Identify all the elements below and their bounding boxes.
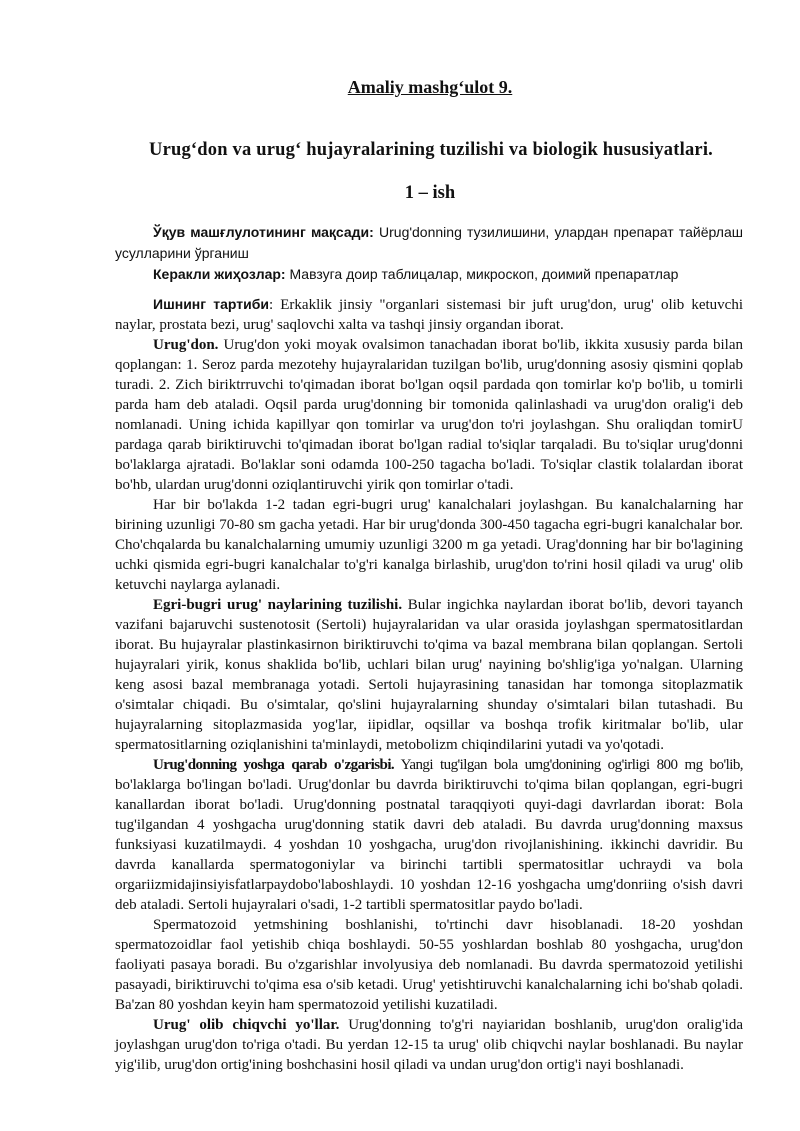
topic-heading: Urug‘don va urug‘ hujayralarining tuzilishi va biologik hususiyatlari. [149,140,713,160]
lesson-meta [115,222,743,285]
paragraph-tubules [115,595,743,755]
paragraph-lobules [115,495,743,595]
paragraph-urugdon [115,335,743,495]
ducts-text: Urug'donning to'g'ri nayiaridan boshlanib, urug'don oralig'ida joylashgan urug'don to'riga o'tadi. Bu yerdan 12-15 ta urug' olib chiqvchi naylar boshlanadi. Bu naylar yig'ilib, urug'don ortig'ining boshchasini hosil qiladi va undan urug'don ortig'i nayi boshlanadi. [115,1017,744,1073]
paragraph-age-changes [115,755,743,915]
tools-paragraph [115,264,743,285]
age-changes-text: bo'laklarga bo'lingan bo'ladi. Urug'donlar bu davrda biriktiruvchi to'qima bilan qoplangan, egri-bugri kanallardan iborat bo'ladi. Urug'donning postnatal taraqqiyoti quyi-dagi davrlardan iborat: Bola tug'ilgandan 4 yoshgacha urug'donning statik davri deb ataladi. Bu davrda urug'donning maxsus funksiyasi kuzatilmaydi. 4 yoshdan 10 yoshgacha, urug'don rivojlanishining. ikkinchi davridir. Bu davrda kanallarda spermatogoniylar va birinchi tartibli spermatositlar uchraydi va bola orgariizmidajinsiyisfatlarpaydobo'laboshlaydi. 10 yoshdan 12-16 yoshgacha umg'donriing o'sish davri deb ataladi. Sertoli hujayralari o'sadi, 1-2 tartibli spermatositlar paydo bo'ladi. [115,777,743,913]
paragraph-order [115,294,743,335]
tools-label: Керакли жиҳозлар: [153,266,286,282]
order-label: Ишнинг тартиби [153,296,270,312]
work-number: 1 – ish [404,183,456,203]
paragraph-ducts [115,1015,743,1075]
page-title: Amaliy mashg‘ulot 9. [347,77,513,97]
urugdon-heading: Urug'don. [153,337,219,353]
goal-text: Urug'donning тузилишини, улардан препарат тайёрлаш усулларини ўрганиш [115,224,743,261]
paragraph-spermatogenesis [115,915,743,1015]
urugdon-text: Urug'don yoki moyak ovalsimon tanachadan iborat bo'lib, ikkita xususiy parda bilan qoplangan: 1. Seroz parda mezotehy hujayralaridan tuzilgan bo'lib, urug'donning asosiy qismini qoplab turadi. 2. Zich biriktrruvchi to'qimadan iborat bo'lgan oqsil pardada qon tomirlar ko'p bo'lib, u tomirli parda ham deb ataladi. Oqsil parda urug'donning bir tomonida qalinlashadi va urug'don oralig'i deb nomlanadi. Uning ichida kapillyar qon tomirlar va urug'don to'ri joylashgan. Shu oraliqdan tomirU pardaga qarab biriktiruvchi to'qimadan iborat bo'lgan radial to'siqlar tarqaladi. Bu to'siqlar urug'donni bo'laklarga ajratadi. Bo'laklar soni odamda 100-250 tagacha bo'ladi. To'siqlar clastik tolalardan iborat bo'hb, ulardan urug'donni oziqlantiruvchi yirik qon tomirlar o'tadi. [115,337,743,493]
tubules-heading: Egri-bugri urug' naylarining tuzilishi. [153,597,403,613]
goal-label: Ўқув машғлулотининг мақсади: [153,224,374,240]
order-text: : Erkaklik jinsiy "organlari sistemasi bir juft urug'don, urug' olib ketuvchi naylar, prostata bezi, urug' saqlovchi xalta va tashqi jinsiy organdan iborat. [115,297,743,333]
ducts-heading: Urug' olib chiqvchi yo'llar. [153,1017,340,1033]
age-changes-heading: Urug'donning yoshga qarab o'zgarisbi. [153,757,395,773]
spermatogenesis-text: Spermatozoid yetmshining boshlanishi, to'rtinchi davr hisoblanadi. 18-20 yoshdan spermatozoidlar faol yetishib chiqa boshlaydi. 50-55 yoshlardan boshlab 80 yoshgacha, urug'don faoliyati pasaya boradi. Bu o'zgarishlar involyusiya deb nomlanadi. Bu davrda spermatozoid yetilishi pasayadi, biriktiruvchi to'qima esa o'sib ketadi. Urug' yetishtiruvchi kanalchalarning ichi bo'shab qoladi. Ba'zan 80 yoshdan keyin ham spermatozoid yetilishi kuzatiladi. [115,917,743,1013]
age-changes-text-first: Yangi tug'ilgan bola umg'donining og'irligi 800 mg bo'lib, [394,757,743,773]
lobules-text: Har bir bo'lakda 1-2 tadan egri-bugri urug' kanalchalari joylashgan. Bu kanalchalarning har birining uzunligi 70-80 sm gacha yetadi. Har bir urug'donda 300-450 tagacha egri-bugri kanalchalar bor. Cho'chqalarda bu kanalchalarning umumiy uzunligi 3200 m ga yetadi. Urag'donning har bir bo'lagining uchki qismida egri-bugri kanalchalar to'g'ri kanalga birlashib, urug'don to'rini hosil qiladi va urug' olib ketuvchi naylarga aylanadi. [115,497,743,593]
tubules-text: Bular ingichka naylardan iborat bo'lib, devori tayanch vazifani bajaruvchi sustenotosit (Sertoli) hujayralaridan va ular orasida joylashgan spermatositlardan iborat. Bu hujayralar plastinkasirnon biriktiruvchi to'qima va bazal membrana bilan qoplangan. Sertoli hujayralari yirik, konus shaklida bo'lib, uchlari bilan urug' nayining bo'shlig'iga yo'nalgan. Ularning keng asosi bazal membranaga yotadi. Sertoli hujayrasining tanasidan har tomonga sitoplazmatik o'simtalar chiqadi. Bu o'simtalar, qo'slini hujayralarning shunday o'simtalari bilan tutashadi. Bu hujayralarning sitoplazmasida yog'lar, iipidlar, oqsillar va boshqa trofik kiritmalar bo'lib, ular spermatositlarning oziqlanishini ta'minlaydi, metobolizm chiqindilarini yutadi va yo'qotadi. [115,597,743,753]
document-body [115,294,743,1075]
tools-text: Мавзуга доир таблицалар, микроскоп, доимий препаратлар [285,266,679,282]
goal-paragraph [115,222,743,264]
